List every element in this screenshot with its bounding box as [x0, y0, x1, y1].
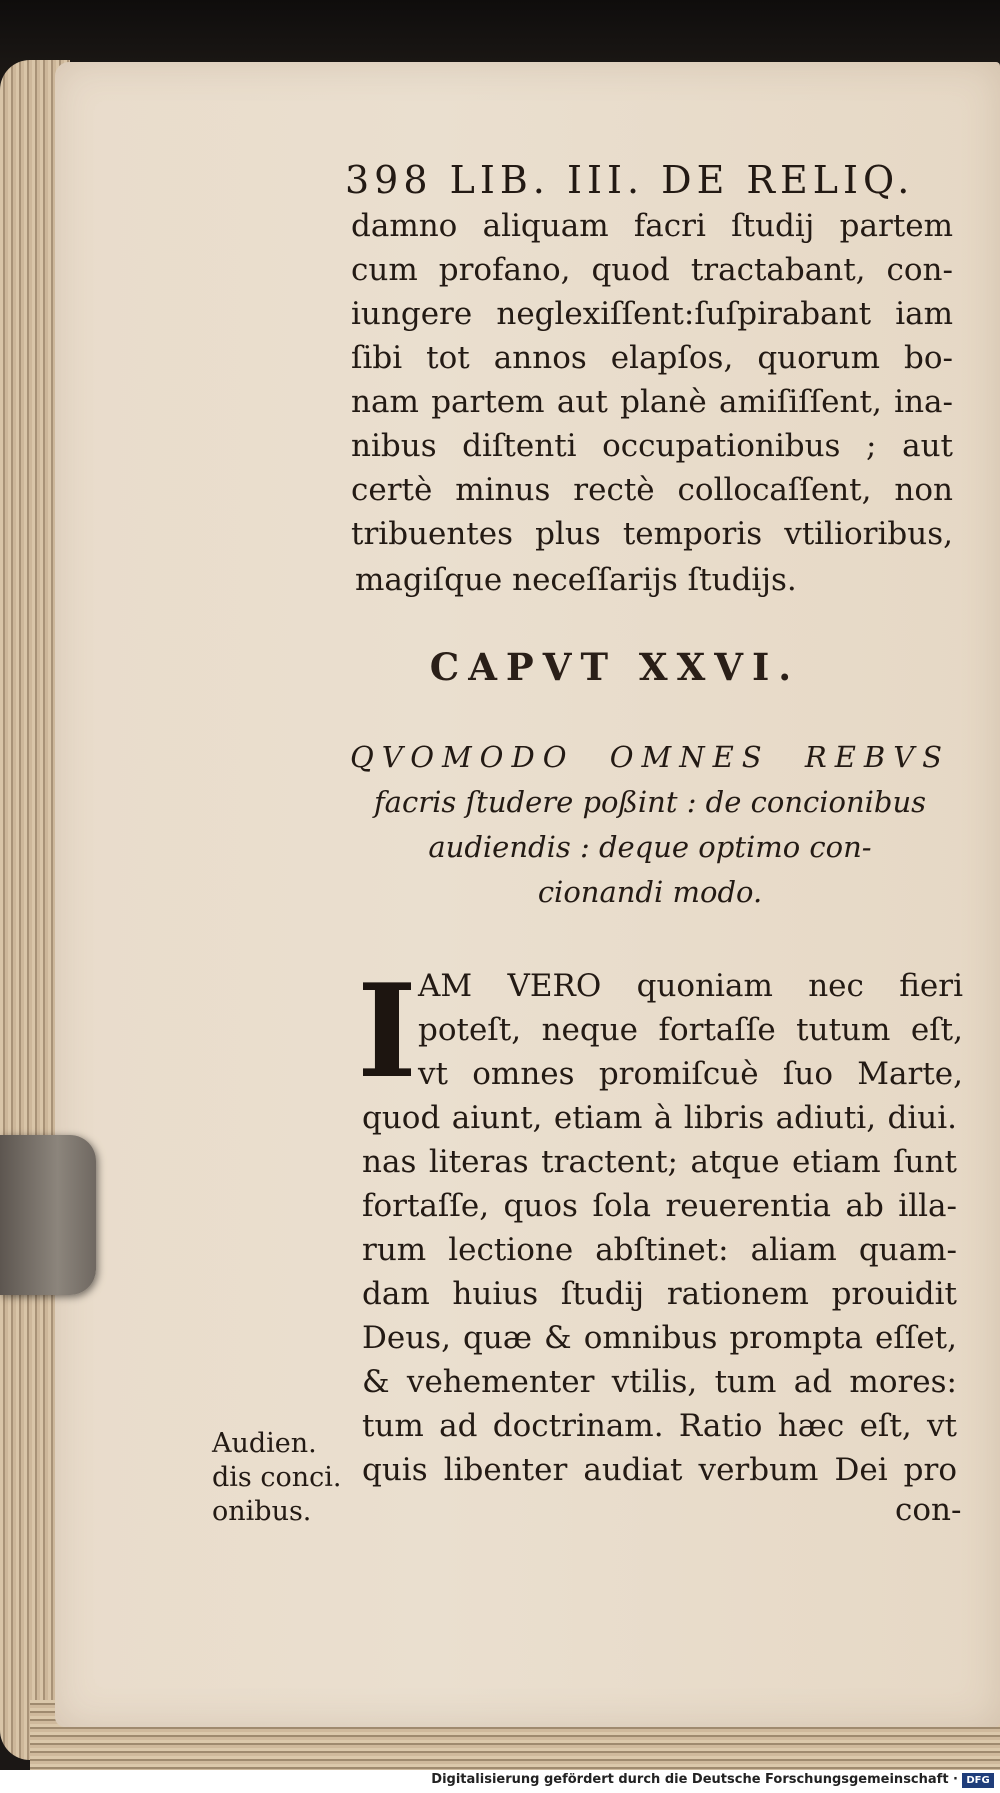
text-line: dam huius ſtudij rationem prouidit [362, 1276, 957, 1312]
text-line: Deus, quæ & omnibus prompta eſſet, [362, 1320, 957, 1356]
text-line: magiſque neceſſarijs ſtudijs. [355, 562, 797, 598]
text-line: AM VERO quoniam nec fieri [418, 968, 963, 1004]
marginal-note-line: Audien. [212, 1428, 317, 1459]
footer-bar [0, 1770, 1000, 1793]
text-line: tribuentes plus temporis vtilioribus, [351, 516, 953, 552]
text-line: nam partem aut planè amiſiſſent, ina- [351, 384, 953, 420]
chapter-summary-line: QVOMODO OMNES REBVS [350, 740, 950, 774]
drop-cap: I [357, 957, 417, 1107]
chapter-title: CAPVT XXVI. [429, 645, 801, 689]
text-line: rum lectione abſtinet: aliam quam- [362, 1232, 957, 1268]
text-line: iungere neglexiſſent:ſuſpirabant iam [351, 296, 953, 332]
text-line: tum ad doctrinam. Ratio hæc eſt, vt [362, 1408, 957, 1444]
text-line: quod aiunt, etiam à libris adiuti, diui. [362, 1100, 957, 1136]
text-line: damno aliquam facri ſtudij partem [351, 208, 953, 244]
chapter-summary-line: audiendis : deque optimo con- [428, 830, 872, 864]
book-clasp [0, 1135, 96, 1295]
running-head: 398 LIB. III. DE RELIQ. [345, 158, 915, 202]
dfg-logo: DFG [962, 1773, 994, 1788]
text-line: & vehementer vtilis, tum ad mores: [362, 1364, 957, 1400]
marginal-note-line: dis conci. [212, 1462, 342, 1493]
text-line: ſibi tot annos elapſos, quorum bo- [351, 340, 953, 376]
text-line: nas literas tractent; atque etiam ſunt [362, 1144, 957, 1180]
text-line: poteſt, neque fortaſſe tutum eſt, [418, 1012, 963, 1048]
text-line: vt omnes promiſcuè ſuo Marte, [418, 1056, 963, 1092]
catchword: con- [895, 1492, 962, 1528]
chapter-summary-line: cionandi modo. [537, 875, 763, 909]
text-line: nibus diſtenti occupationibus ; aut [351, 428, 953, 464]
marginal-note-line: onibus. [212, 1496, 312, 1527]
text-line: cum profano, quod tractabant, con- [351, 252, 953, 288]
text-line: quis libenter audiat verbum Dei pro [362, 1452, 957, 1488]
text-line: certè minus rectè collocaſſent, non [351, 472, 953, 508]
footer-credit: Digitalisierung gefördert durch die Deutsche Forschungsgemeinschaft · [431, 1772, 958, 1787]
chapter-summary-line: facris ſtudere poßint : de concionibus [373, 785, 927, 819]
text-line: fortaſſe, quos ſola reuerentia ab illa- [362, 1188, 957, 1224]
